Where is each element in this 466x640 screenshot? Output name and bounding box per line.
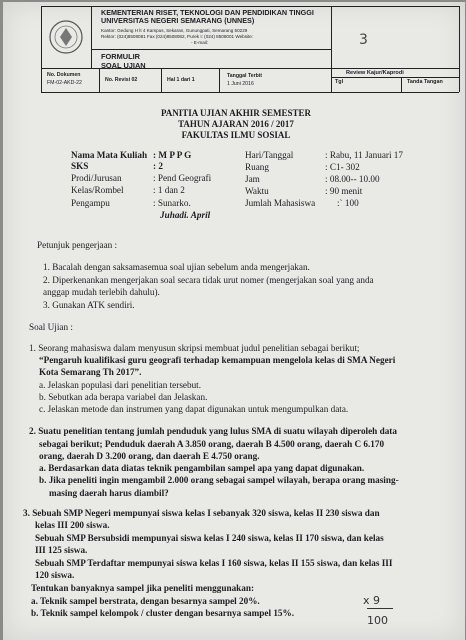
value-sks: : 2 [153,161,163,171]
address-line-2: Rektor: (024)8508081 Fax (024)8508082, Purek I: (024) 8508001 Website: [101,33,254,39]
value-mata-kuliah: : M P P G [153,150,192,160]
handwritten-score-bottom: 100 [367,614,388,627]
exam-title-3: FAKULTAS ILMU SOSIAL [181,130,291,140]
university-logo [41,6,91,68]
question-line: b. Jika peneliti ingin mengambil 2.000 orang sebagai sampel wilayah, berapa orang masing- [39,475,399,485]
university-name: UNIVERSITAS NEGERI SEMARANG (UNNES) [101,16,255,25]
question-line: b. Teknik sampel kelompok / cluster dengan besarnya sampel 15%. [31,608,294,618]
form-label: FORMULIR [101,52,140,61]
question-line: masing daerah harus diambil? [49,488,169,498]
question-line: orang, daerah D 3.200 orang, dan daerah E 4.750 orang. [39,451,260,461]
question-line: 120 siswa. [35,570,75,580]
question-line: sebagai berikut; Penduduk daerah A 3.850 orang, daerah B 4.500 orang, daerah C 6.170 [39,439,385,449]
label-kelas: Kelas/Rombel [71,185,124,195]
petunjuk-heading: Petunjuk pengerjaan : [37,240,118,250]
question-line: c. Jelaskan metode dan instrumen yang dapat digunakan untuk mengumpulkan data. [39,404,349,414]
value-ruang: : C1- 302 [325,162,360,172]
review-sign-label: Tanda Tangan [407,79,443,85]
label-sks: SKS [71,161,89,171]
question-line: Sebuah SMP Terdaftar mempunyai siswa kelas I 160 siswa, kelas II 155 siswa, dan kelas III [35,558,393,568]
value-jam: : 08.00-- 10.00 [325,174,380,184]
label-ruang: Ruang [245,162,269,172]
score-fraction-bar [367,608,393,609]
address-line-3: - E-mail: [191,39,209,45]
value-hari-tanggal: : Rabu, 11 Januari 17 [325,150,403,160]
value-pengampu: : Sunarko. [153,198,191,208]
doc-number: FM-02-AKD-22 [47,80,82,86]
doc-number-label: No. Dokumen [47,72,81,78]
label-jumlah-mahasiswa: Jumlah Mahasiswa [245,198,316,208]
label-jam: Jam [245,174,260,184]
handwritten-corner-mark: 3 [359,32,368,48]
petunjuk-item: 2. Diperkenankan mengerjakan soal secara tidak urut nomer (mengerjakan soal yang anda [43,275,374,285]
page-label: Hal 1 dari 1 [167,77,195,83]
petunjuk-item: anggap mudah terlebih dahulu). [43,287,160,297]
label-hari-tanggal: Hari/Tanggal [245,150,294,160]
question-line: b. Sebutkan ada berapa variabel dan Jelaskan. [39,392,208,402]
label-waktu: Waktu [245,186,269,196]
revision-label: No. Revisi 02 [105,77,138,83]
question-line: “Pengaruh kualifikasi guru geografi terhadap kemampuan mengelola kelas di SMA Negeri [39,355,396,365]
exam-title-1: PANITIA UJIAN AKHIR SEMESTER [160,108,312,118]
question-line: 2. Suatu penelitian tentang jumlah penduduk yang lulus SMA di suatu wilayah diperoleh data [29,426,397,436]
petunjuk-item: 3. Gunakan ATK sendiri. [43,300,135,310]
question-line: Tentukan banyaknya sampel jika peneliti menggunakan: [31,583,255,593]
value-kelas: : 1 dan 2 [153,185,185,195]
label-prodi: Prodi/Jurusan [71,173,122,183]
issue-date: 1 Juni 2016 [227,81,254,87]
question-line: 1. Seorang mahasiswa dalam menyusun skripsi membuat judul penelitian sebagai berikut; [29,343,360,353]
issue-date-label: Tanggal Terbit [227,73,262,79]
question-line: Sebuah SMP Bersubsidi mempunyai siswa kelas I 240 siswa, kelas II 170 siswa, dan kelas [35,533,384,543]
soal-heading: Soal Ujian : [29,322,73,332]
review-date-label: Tgl [335,79,344,85]
label-mata-kuliah: Nama Mata Kuliah [71,150,148,160]
handwritten-score-top: x 9 [363,594,381,607]
value-pengampu-2: Juhadi. April [160,210,211,220]
question-line: a. Jelaskan populasi dari penelitian tersebut. [39,380,202,390]
address-line-1: Kantor: Gedung H lt 4 Kampus, Sekaran, Gunungpati, Semarang 50229 [101,28,248,33]
value-waktu: : 90 menit [325,186,363,196]
exam-title-2: TAHUN AJARAN 2016 / 2017 [178,119,294,129]
value-prodi: : Pend Geografi [153,173,212,183]
question-line: III 125 siswa. [35,545,88,555]
petunjuk-item: 1. Bacalah dengan saksamasemua soal ujian sebelum anda mengerjakan. [43,262,310,272]
ministry-name: KEMENTERIAN RISET, TEKNOLOGI DAN PENDIDIKAN TINGGI [101,8,314,17]
review-label: Review Kajur/Kaprodi [346,70,404,76]
label-pengampu: Pengampu [71,198,110,208]
exam-sheet [3,2,465,640]
question-line: kelas III 200 siswa. [35,520,110,530]
question-line: 3. Sebuah SMP Negeri mempunyai siswa kelas I sebanyak 320 siswa, kelas II 230 siswa dan [23,508,380,518]
question-line: a. Berdasarkan data diatas teknik pengambilan sampel apa yang dapat digunakan. [39,463,365,473]
question-line: Kota Semarang Th 2017”. [39,367,142,377]
document-header [41,6,459,92]
value-jumlah-mahasiswa: :` 100 [337,198,359,208]
form-title: SOAL UJIAN [101,60,146,70]
question-line: a. Teknik sampel berstrata, dengan besarnya sampel 20%. [31,596,260,606]
